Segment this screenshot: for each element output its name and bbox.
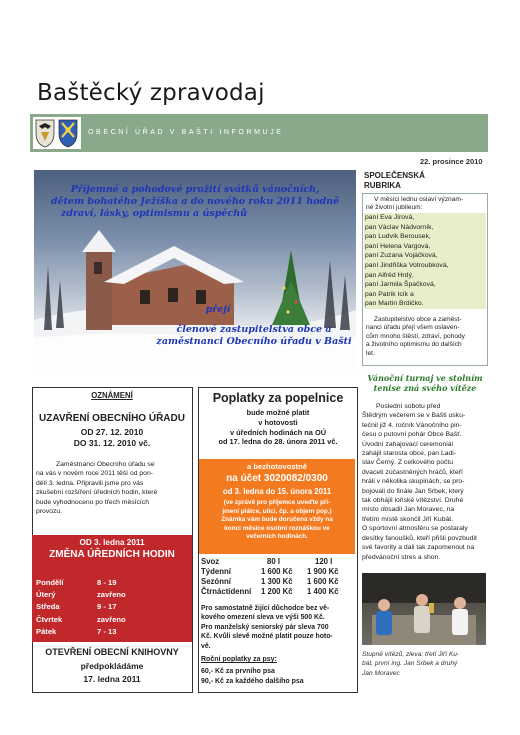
greeting-wish: přejí [205,304,231,315]
dog-fees-title: Roční poplatky za psy: [201,656,277,663]
dog-fee-line: 60,- Kč za prvního psa [201,668,275,675]
hours-time: 7 - 13 [97,626,117,636]
closure-text [36,460,188,516]
fees-note-line: kového omezení sleva ve výši 500 Kč. [201,614,325,622]
table-cell: 1 200 Kč [261,587,293,596]
table-row [201,587,353,597]
greeting-from-1: členové zastupitelstva obce a [176,324,332,335]
rubric-intro [366,196,484,213]
change-date: OD 3. ledna 2011 [79,538,145,547]
fees-table [201,557,353,597]
transfer-note-line: Známka vám bude doručena vždy na [221,516,333,524]
article-line: místo obsadil Jan Moravec, na [362,506,455,514]
jubilee-name: paní Jarmila Špačková, [365,281,436,289]
table-cell: 1 600 Kč [307,577,339,586]
library-sub: předpokládáme [80,661,144,671]
transfer-note-line: jmení plátce, ulici, čp. a objem pop.) [222,507,332,515]
closure-line: provozu. [36,508,63,516]
article-line: Úvodní zahajovací ceremoniál [362,440,454,448]
hours-day: Úterý [36,590,56,600]
table-cell: Sezónní [201,577,231,586]
winners-photo [362,573,486,645]
fees-intro-line: v úředních hodinách na OÚ [229,427,327,437]
article-line: dvaceti zúčastněných hráčů, kteří [362,468,463,476]
fees-note-line: Pro manželský seniorský pár sleva 700 [201,623,329,631]
rubric-outro [366,316,484,358]
rubric-intro-line: V měsíci lednu oslaví význam- [374,196,464,203]
hours-day: Středa [36,602,60,612]
table-row [201,577,353,587]
tournament-article [362,402,488,562]
tournament-heading [362,373,488,393]
fees-intro-line: bude možné platit [246,408,310,417]
fees-note-line: Kč. Kvůli slevě možné platit pouze hoto- [201,633,333,641]
greeting-from-2: zaměstnanci Obecního úřadu v Bašti [156,336,352,347]
table-row [201,567,353,577]
coat-of-arms-icon [33,117,81,149]
table-cell: 1 600 Kč [261,567,293,576]
article-line: své favority a dali tak zapomenout na [362,544,475,552]
closure-line: zkušební rozšíření úředních hodin, které [36,489,158,497]
rubric-heading-line: RUBRIKA [364,181,401,190]
table-cell: 1 900 Kč [307,567,339,576]
article-line: slav Černý. Z celkového počtu [362,459,454,467]
article-line: hráli v několika skupinách, se pro- [362,478,465,486]
table-cell: Svoz [201,557,220,566]
article-line: česu o putovní pohár Obce Bašť. [362,431,462,439]
hours-time: 8 - 19 [97,578,117,587]
closure-from: OD 27. 12. 2010 [80,427,144,437]
notice-label: OZNÁMENÍ [91,391,133,400]
article-line: desítky fanoušků, kteří přišli povzbudit [362,534,477,542]
closure-line: Zaměstnanci Obecního úřadu se [56,461,155,468]
article-line: tak obhájil loňské vítězství. Druhé [362,497,464,505]
fees-intro-line: v hotovosti [258,417,298,427]
closure-line: na vás v novém roce 2011 těší od pon- [36,470,154,478]
jubilee-name: pan Martin Brdičko. [365,300,424,308]
jubilee-name: paní Zuzana Vojáčková, [365,252,438,260]
hours-time: zavřeno [97,590,126,600]
hours-day: Pátek [36,626,57,636]
caption-line: Jan Moravec [362,669,400,677]
jubilee-name: pan Patrik Icík a [365,290,414,298]
article-line: tečnil již 4. ročník Vánočního pin- [362,421,462,429]
tournament-heading-line: tenise zná svého vítěze [373,383,477,393]
closure-line: bude vyhodnoceno po třech měsících [36,498,149,506]
rubric-outro-line: Zastupitelstvo obce a zaměst- [374,316,462,323]
hours-times [97,577,177,638]
table-cell: 1 300 Kč [261,577,293,586]
article-line: třetím místě skončil Jiří Kubát. [362,515,454,523]
article-line: Štědrým večerem se v Bašti usku- [362,412,466,420]
rubric-heading-line: SPOLEČENSKÁ [364,171,425,180]
library-title: OTEVŘENÍ OBECNÍ KNIHOVNY [45,647,179,657]
fees-intro-line: od 17. ledna do 28. února 2011 vč. [218,437,338,447]
greeting-line-3: zdraví, lásky, optimismu a úspěchů [60,208,248,219]
fees-note-line: Pro samostatně žijící důchodce bez vě- [201,605,330,612]
issue-date: 22. prosince 2010 [420,157,483,166]
article-line: zahájil starosta obce, pan Ladi- [362,450,457,458]
library-date: 17. ledna 2011 [83,674,141,684]
jubilee-name: paní Helena Vargová, [365,242,431,250]
rubric-heading [364,171,425,191]
table-cell: 1 400 Kč [307,587,339,596]
hours-day: Čtvrtek [36,614,63,624]
fees-note-line: vě. [201,642,211,650]
transfer-dates: od 3. ledna do 15. února 2011 [222,487,332,496]
table-cell: Čtrnáctidenní [201,587,252,596]
dog-fees [201,667,355,686]
rubric-intro-line: né životní jubileum: [366,204,423,212]
jubilee-name-list [364,213,486,309]
jubilee-name: pan Václav Nádvorník, [365,223,434,231]
hours-days [36,577,96,638]
fees-title: Poplatky za popelnice [212,391,344,405]
fees-intro [198,408,358,447]
masthead-tagline: OBECNÍ ÚŘAD V BAŠTI INFORMUJE [88,129,284,136]
closure-title: UZAVŘENÍ OBECNÍHO ÚŘADU [39,413,185,424]
transfer-note-line: konci měsíce osobní roznáškou ve [224,524,330,532]
winter-church-painting [34,170,356,370]
page-title: Baštěcký zpravodaj [37,80,265,106]
table-cell: Týdenní [201,567,231,576]
rubric-outro-line: let. [366,349,375,357]
tournament-heading-line: Vánoční turnaj ve stolním [367,373,483,383]
caption-line: bát, první ing. Jan Srbek a druhý [362,660,458,668]
transfer-note [199,499,355,542]
caption-line: Stupně vítězů, zleva: třetí Jiří Ku- [362,651,460,658]
dog-fee-line: 90,- Kč za každého dalšího psa [201,677,304,685]
change-title: ZMĚNA ÚŘEDNÍCH HODIN [49,549,175,560]
article-line: Poslední sobotu před [376,403,441,410]
hours-day: Pondělí [36,578,64,587]
table-header-cell: 120 l [315,557,333,566]
jubilee-name: paní Eva Jírová, [365,214,415,221]
hours-time: 9 - 17 [97,602,117,612]
photo-caption [362,650,488,678]
rubric-outro-line: nanci úřadu přejí všem oslaven- [366,324,460,332]
jubilee-name: paní Jindřiška Votroubková, [365,261,449,269]
transfer-line: a bezhotovostně [247,462,307,471]
rubric-outro-line: cům mnoho štěstí, zdraví, pohody [366,332,465,340]
account-number: na účet 3020082/0300 [226,473,328,484]
transfer-note-line: večerních hodinách. [246,533,308,541]
transfer-note-line: (ve zprávě pro příjemce uveďte pří- [223,499,331,506]
closure-to: DO 31. 12. 2010 vč. [73,438,151,448]
fees-notes [201,604,355,651]
article-line: předvánoční stres a shon. [362,553,441,561]
article-line: bojovali do finále Jan Srbek, který [362,487,464,495]
rubric-outro-line: a životního optimismu do dalších [366,341,462,349]
greeting-line-1: Příjemné a pohodové prožití svátků vánočních, [70,184,320,195]
table-header-cell: 80 l [267,557,281,566]
closure-line: dělí 3. ledna. Připravili jsme pro vás [36,479,144,487]
hours-time: zavřeno [97,614,126,624]
jubilee-name: pan Ludvík Berousek, [365,233,431,241]
greeting-line-2: dětem bohatého Ježíška a do nového roku 2011 hodně [50,196,340,207]
fees-table-header [201,557,353,567]
article-line: O sportovní atmosféru se postaraly [362,525,468,533]
jubilee-name: pan Alfréd Hrdý, [365,271,414,279]
